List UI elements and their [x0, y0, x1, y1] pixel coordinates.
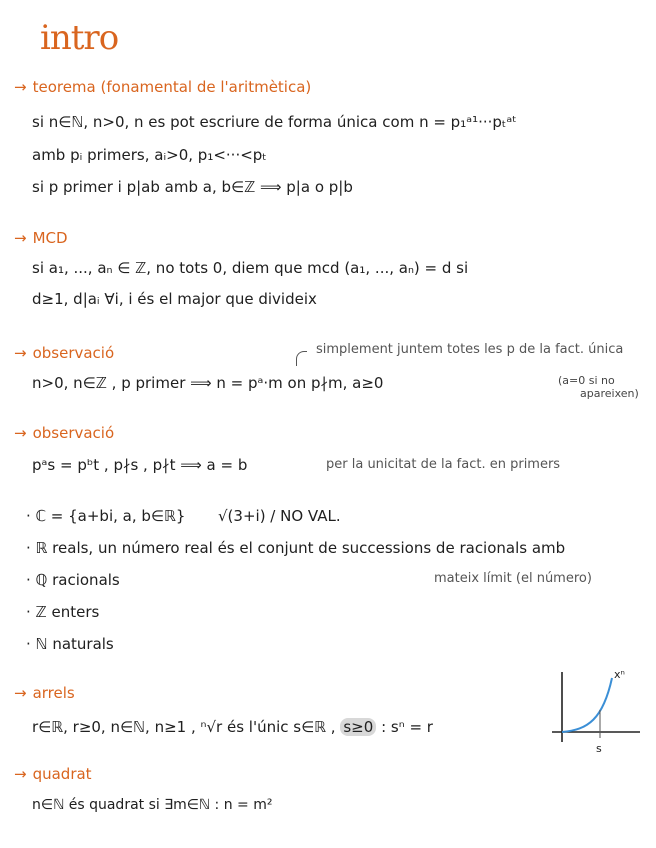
note-pointer-icon — [296, 351, 307, 366]
observacio-1-note: simplement juntem totes les p de la fact. única — [316, 342, 624, 357]
teorema-line-1: si n∈ℕ, n>0, n es pot escriure de forma única com n = p₁ᵃ¹···pₜᵃᵗ — [32, 113, 517, 131]
graph-curve — [562, 678, 612, 732]
list-item-reals-cont: mateix límit (el número) — [434, 571, 592, 586]
list-item-reals: · ℝ reals, un número real és el conjunt de successions de racionals amb — [26, 539, 566, 557]
heading-text: MCD — [32, 229, 68, 247]
arrels-line-1 — [32, 718, 433, 736]
graph-curve-label: xⁿ — [614, 668, 625, 681]
arrow-right-icon: → — [14, 78, 27, 96]
arrels-highlight: s≥0 — [340, 718, 376, 736]
observacio-2-note: per la unicitat de la fact. en primers — [326, 457, 561, 472]
observacio-2-line-1: pᵃs = pᵇt , p∤s , p∤t ⟹ a = b — [32, 456, 248, 474]
observacio-1-aside-2: apareixen) — [580, 387, 639, 400]
graph-s-label: s — [596, 742, 602, 755]
mcd-line-1: si a₁, ..., aₙ ∈ ℤ, no tots 0, diem que mcd (a₁, ..., aₙ) = d si — [32, 259, 469, 277]
mcd-line-2: d≥1, d|aᵢ ∀i, i és el major que divideix — [32, 290, 317, 308]
page-title: intro — [40, 18, 119, 58]
teorema-line-2: amb pᵢ primers, aᵢ>0, p₁<···<pₜ — [32, 146, 267, 164]
section-heading-observacio-2 — [14, 424, 114, 442]
list-item-integers: · ℤ enters — [26, 603, 100, 621]
arrow-right-icon: → — [14, 229, 27, 247]
arrels-text-post: : sⁿ = r — [381, 718, 433, 736]
list-item-complex-extra: √(3+i) / NO VAL. — [218, 507, 341, 525]
heading-text: observació — [32, 424, 115, 442]
arrow-right-icon: → — [14, 765, 27, 783]
observacio-1-aside-1: (a=0 si no — [558, 374, 615, 387]
list-item-rationals: · ℚ racionals — [26, 571, 120, 589]
arrow-right-icon: → — [14, 424, 27, 442]
arrels-text-pre: r∈ℝ, r≥0, n∈ℕ, n≥1 , ⁿ√r és l'únic s∈ℝ , — [32, 718, 336, 736]
section-heading-arrels — [14, 684, 75, 702]
section-heading-mcd — [14, 229, 68, 247]
list-item-complex: · ℂ = {a+bi, a, b∈ℝ} — [26, 507, 186, 525]
section-heading-quadrat — [14, 765, 92, 783]
heading-text: quadrat — [32, 765, 92, 783]
heading-text: observació — [32, 344, 115, 362]
observacio-1-line-1: n>0, n∈ℤ , p primer ⟹ n = pᵃ·m on p∤m, a≥0 — [32, 374, 384, 392]
heading-text: arrels — [32, 684, 75, 702]
quadrat-line-1: n∈ℕ és quadrat si ∃m∈ℕ : n = m² — [32, 797, 273, 813]
section-heading-teorema — [14, 78, 311, 96]
section-heading-observacio-1 — [14, 344, 114, 362]
arrow-right-icon: → — [14, 344, 27, 362]
power-function-graph — [548, 664, 644, 760]
arrow-right-icon: → — [14, 684, 27, 702]
heading-text: teorema (fonamental de l'aritmètica) — [32, 78, 312, 96]
list-item-naturals: · ℕ naturals — [26, 635, 114, 653]
teorema-line-3: si p primer i p|ab amb a, b∈ℤ ⟹ p|a o p|b — [32, 178, 353, 196]
